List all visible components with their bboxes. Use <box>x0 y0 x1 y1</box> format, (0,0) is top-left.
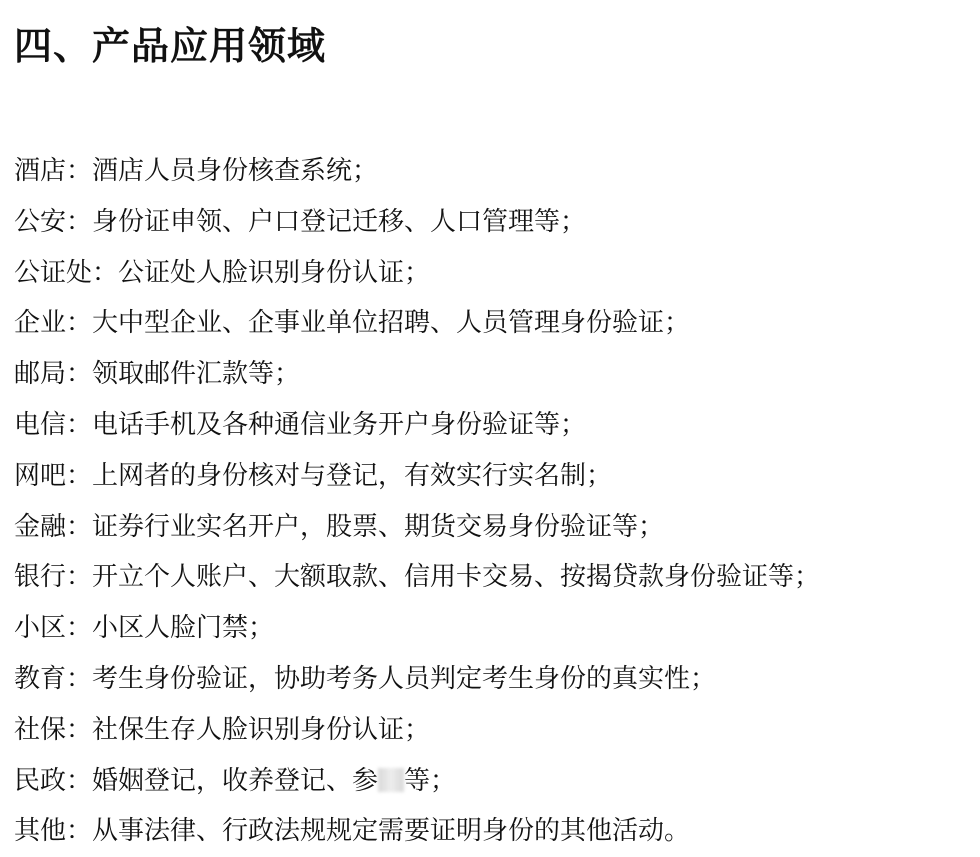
item-label: 社保： <box>14 714 93 745</box>
item-label: 网吧： <box>14 460 93 491</box>
item-label: 企业： <box>14 308 93 339</box>
item-text: 从事法律、行政法规规定需要证明身份的其他活动。 <box>92 816 691 847</box>
item-text-end: 等； <box>404 765 457 796</box>
item-label: 公安： <box>14 206 93 237</box>
item-label: 小区： <box>14 613 93 644</box>
list-item-hotel <box>14 146 820 197</box>
item-text: 酒店人员身份核查系统； <box>92 156 379 186</box>
item-label: 酒店： <box>14 156 93 186</box>
list-item-bank <box>14 552 820 603</box>
list-item-social-security <box>14 705 820 756</box>
list-item-notary <box>14 248 820 299</box>
item-label: 邮局： <box>14 359 93 390</box>
list-item-public-security <box>14 197 820 248</box>
item-text: 考生身份验证，协助考务人员判定考生身份的真实性； <box>92 663 717 694</box>
item-text: 公证处人脸识别身份认证； <box>118 257 431 288</box>
blurred-text <box>378 768 404 792</box>
item-text: 小区人脸门禁； <box>92 613 275 644</box>
list-item-residential <box>14 603 820 654</box>
section-heading: 四、产品应用领域 <box>14 24 327 68</box>
item-label: 银行： <box>14 562 93 593</box>
item-text: 大中型企业、企事业单位招聘、人员管理身份验证； <box>92 308 691 339</box>
item-text: 证券行业实名开户，股票、期货交易身份验证等； <box>92 511 665 542</box>
item-label: 金融： <box>14 511 93 542</box>
item-text: 身份证申领、户口登记迁移、人口管理等； <box>92 206 587 237</box>
list-item-civil-affairs <box>14 756 820 807</box>
list-item-other <box>14 806 820 857</box>
item-label: 电信： <box>14 409 93 440</box>
item-label: 教育： <box>14 663 93 694</box>
list-item-post-office <box>14 349 820 400</box>
item-text: 领取邮件汇款等； <box>92 359 301 390</box>
item-text: 婚姻登记，收养登记、参 <box>92 765 379 796</box>
item-text: 电话手机及各种通信业务开户身份验证等； <box>92 409 587 440</box>
list-item-internet-cafe <box>14 451 820 502</box>
list-item-enterprise <box>14 298 820 349</box>
item-label: 其他： <box>14 816 93 847</box>
application-list <box>14 146 820 857</box>
list-item-telecom <box>14 400 820 451</box>
item-label: 民政： <box>14 765 93 796</box>
item-text: 社保生存人脸识别身份认证； <box>92 714 431 745</box>
list-item-education <box>14 654 820 705</box>
list-item-finance <box>14 502 820 553</box>
item-label: 公证处： <box>14 257 119 288</box>
item-text: 上网者的身份核对与登记，有效实行实名制； <box>92 460 613 491</box>
item-text: 开立个人账户、大额取款、信用卡交易、按揭贷款身份验证等； <box>92 562 821 593</box>
